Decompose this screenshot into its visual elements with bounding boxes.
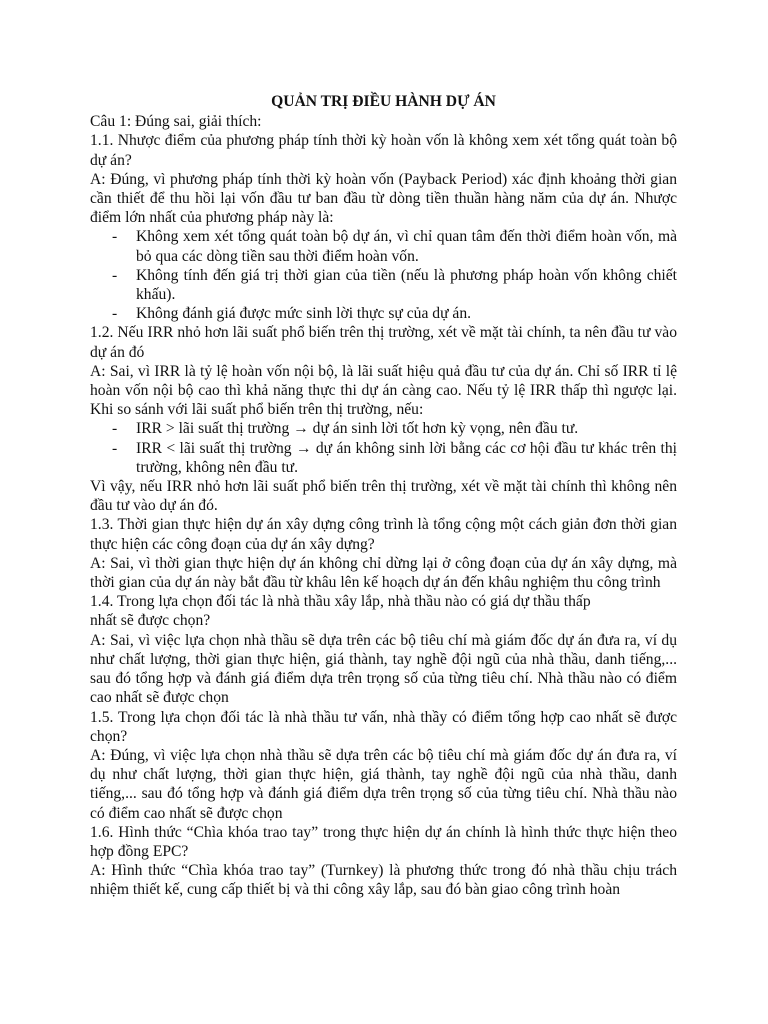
- dash-marker: -: [112, 228, 118, 246]
- answer-1-4: A: Sai, vì việc lựa chọn nhà thầu sẽ dựa trên các bộ tiêu chí mà giám đốc dự án đưa ra, ví dụ như chất lượng, thời gian thực hiện, giá thành, tay nghề đội ngũ của nhà thầu, danh tiếng,... sau đó tổng hợp và đánh giá điểm dựa trên trọng số của từng tiêu chí. Nhà thầu nào có điểm cao nhất sẽ được chọn: [90, 631, 677, 707]
- bullet-text: IRR < lãi suất thị trường → dự án không sinh lời bằng các cơ hội đầu tư khác trên thị trường, không nên đầu tư.: [136, 439, 677, 476]
- question-1-3: 1.3. Thời gian thực hiện dự án xây dựng công trình là tổng cộng một cách giản đơn thời gian thực hiện các công đoạn của dự án xây dựng?: [90, 516, 677, 553]
- dash-marker: -: [112, 266, 118, 284]
- bullet-text: IRR > lãi suất thị trường → dự án sinh lời tốt hơn kỳ vọng, nên đầu tư.: [136, 420, 579, 438]
- answer-1-1: A: Đúng, vì phương pháp tính thời kỳ hoàn vốn (Payback Period) xác định khoảng thời gian cần thiết để thu hồi lại vốn đầu tư ban đầu từ dòng tiền thuần hàng năm của dự án. Nhược điểm lớn nhất của phương pháp này là:: [90, 170, 677, 227]
- bullet-item: [90, 227, 677, 265]
- dash-marker: -: [112, 420, 118, 438]
- question-1-4-line1: 1.4. Trong lựa chọn đối tác là nhà thầu xây lắp, nhà thầu nào có giá dự thầu thấp: [90, 593, 591, 611]
- bullet-text: Không tính đến giá trị thời gian của tiền (nếu là phương pháp hoàn vốn không chiết khấu).: [136, 266, 677, 304]
- bullet-list-1-1: [90, 227, 677, 323]
- bullet-item: [90, 439, 677, 477]
- answer-1-5: A: Đúng, vì việc lựa chọn nhà thầu sẽ dựa trên các bộ tiêu chí mà giám đốc dự án đưa ra, ví dụ như chất lượng, thời gian thực hiện, giá thành, tay nghề đội ngũ của nhà thầu, danh tiếng,... sau đó tổng hợp và đánh giá điểm dựa trên trọng số của từng tiêu chí. Nhà thầu nào có điểm cao nhất sẽ được chọn: [90, 746, 677, 822]
- answer-1-3: A: Sai, vì thời gian thực hiện dự án không chỉ dừng lại ở công đoạn của dự án xây dựng, mà thời gian của dự án này bắt đầu từ khâu lên kế hoạch dự án đến khâu nghiệm thu công trình: [90, 554, 677, 592]
- bullet-item: [90, 419, 677, 438]
- bullet-item: [90, 266, 677, 304]
- bullet-item: [90, 304, 677, 323]
- answer-1-2: A: Sai, vì IRR là tỷ lệ hoàn vốn nội bộ, là lãi suất hiệu quả đầu tư của dự án. Chỉ số IRR tỉ lệ hoàn vốn nội bộ cao thì khả năng thực thi dự án càng cao. Nếu tỷ lệ IRR thấp thì ngược lại. Khi so sánh với lãi suất phổ biến trên thị trường, nếu:: [90, 362, 677, 419]
- question-1-1: 1.1. Nhược điểm của phương pháp tính thời kỳ hoàn vốn là không xem xét tổng quát toàn bộ dự án?: [90, 132, 677, 169]
- document-page: [90, 92, 677, 900]
- section-heading: Câu 1: Đúng sai, giải thích:: [90, 113, 262, 131]
- dash-marker: -: [112, 439, 118, 457]
- conclusion-1-2: Vì vậy, nếu IRR nhỏ hơn lãi suất phổ biến trên thị trường, xét về mặt tài chính thì không nên đầu tư vào dự án đó.: [90, 478, 677, 515]
- bullet-text: Không đánh giá được mức sinh lời thực sự của dự án.: [136, 305, 472, 323]
- document-title: QUẢN TRỊ ĐIỀU HÀNH DỰ ÁN: [271, 93, 496, 110]
- question-1-5: 1.5. Trong lựa chọn đối tác là nhà thầu tư vấn, nhà thầy có điểm tổng hợp cao nhất sẽ được chọn?: [90, 708, 677, 745]
- bullet-list-1-2: [90, 419, 677, 477]
- bullet-text: Không xem xét tổng quát toàn bộ dự án, vì chỉ quan tâm đến thời điểm hoàn vốn, mà bỏ qua các dòng tiền sau thời điểm hoàn vốn.: [136, 228, 677, 265]
- question-1-6: 1.6. Hình thức “Chìa khóa trao tay” trong thực hiện dự án chính là hình thức thực hiện theo hợp đồng EPC?: [90, 823, 677, 860]
- question-1-4-line2: nhất sẽ được chọn?: [90, 612, 211, 630]
- answer-1-6: A: Hình thức “Chìa khóa trao tay” (Turnkey) là phương thức trong đó nhà thầu chịu trách nhiệm thiết kế, cung cấp thiết bị và thi công xây lắp, sau đó bàn giao công trình hoàn: [90, 862, 677, 899]
- question-1-2: 1.2. Nếu IRR nhỏ hơn lãi suất phổ biến trên thị trường, xét về mặt tài chính, ta nên đầu tư vào dự án đó: [90, 324, 677, 361]
- dash-marker: -: [112, 305, 118, 323]
